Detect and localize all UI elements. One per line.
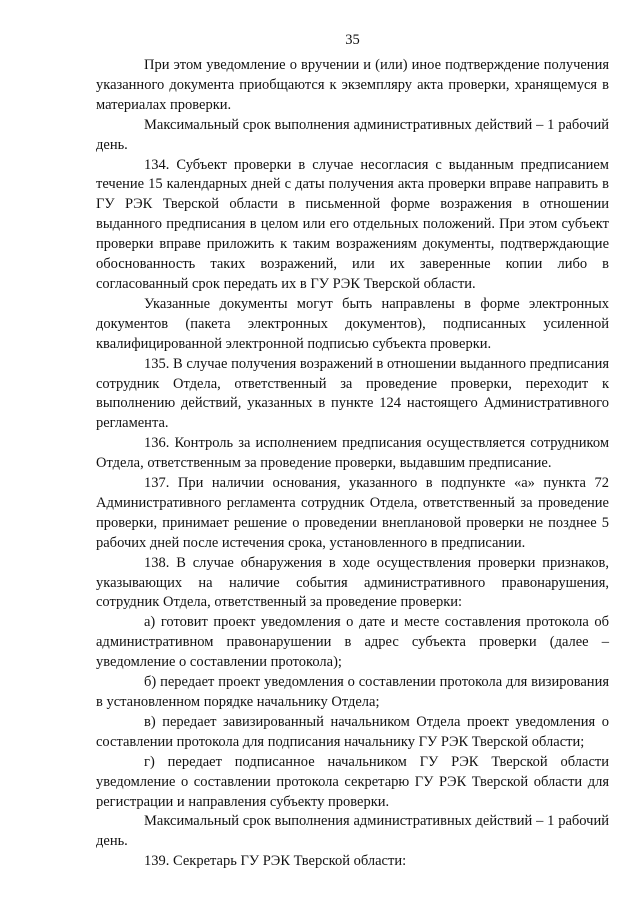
document-body bbox=[96, 56, 609, 872]
paragraph-137: 137. При наличии основания, указанного в подпункте «а» пункта 72 Административного регламента сотрудник Отдела, ответственный за проведение проверки, принимает решение о проведении внеплановой проверки не позднее 5 рабочих дней после истечения срока, установленного в предписании. bbox=[96, 475, 609, 551]
paragraph-134: 134. Субъект проверки в случае несогласия с выданным предписанием течение 15 календарных дней с даты получения акта проверки вправе направить в ГУ РЭК Тверской области в письменной форме возражения в отношении выданного предписания в целом или его отдельных положений. При этом субъект проверки вправе приложить к таким возражениям документы, подтверждающие обоснованность таких возражений, или их заверенные копии либо в согласованный срок передать их в ГУ РЭК Тверской области. bbox=[96, 156, 609, 292]
paragraph-138-g: г) передает подписанное начальником ГУ РЭК Тверской области уведомление о составлении протокола секретарю ГУ РЭК Тверской области для регистрации и направления субъекту проверки. bbox=[96, 753, 609, 810]
paragraph-135: 135. В случае получения возражений в отношении выданного предписания сотрудник Отдела, ответственный за проведение проверки, переходит к выполнению действий, указанных в пункте 124 настоящего Административного регламента. bbox=[96, 355, 609, 432]
paragraph-138: 138. В случае обнаружения в ходе осуществления проверки признаков, указывающих на наличие события административного правонарушения, сотрудник Отдела, ответственный за проведение проверки: bbox=[96, 554, 609, 611]
paragraph-138-b: б) передает проект уведомления о составлении протокола для визирования в установленном порядке начальнику Отдела; bbox=[96, 674, 609, 710]
document-page bbox=[96, 0, 609, 905]
paragraph-max-term-2: Максимальный срок выполнения административных действий – 1 рабочий день. bbox=[96, 813, 609, 850]
paragraph-139: 139. Секретарь ГУ РЭК Тверской области: bbox=[144, 853, 407, 870]
paragraph-max-term-1: Максимальный срок выполнения административных действий – 1 рабочий день. bbox=[96, 116, 609, 153]
paragraph-notification-receipt: При этом уведомление о вручении и (или) иное подтверждение получения указанного документа приобщаются к экземпляру акта проверки, хранящемуся в материалах проверки. bbox=[96, 57, 609, 113]
paragraph-138-a: а) готовит проект уведомления о дате и месте составления протокола об административном правонарушении в адрес субъекта проверки (далее – уведомление о составлении протокола); bbox=[96, 614, 609, 671]
paragraph-138-v: в) передает завизированный начальником Отдела проект уведомления о составлении протокола для подписания начальнику ГУ РЭК Тверской области; bbox=[96, 713, 609, 750]
page-number: 35 bbox=[345, 32, 360, 48]
paragraph-136: 136. Контроль за исполнением предписания осуществляется сотрудником Отдела, ответственным за проведение проверки, выдавшим предписание. bbox=[96, 435, 609, 472]
paragraph-electronic-documents: Указанные документы могут быть направлены в форме электронных документов (пакета электронных документов), подписанных усиленной квалифицированной электронной подписью субъекта проверки. bbox=[96, 295, 609, 352]
